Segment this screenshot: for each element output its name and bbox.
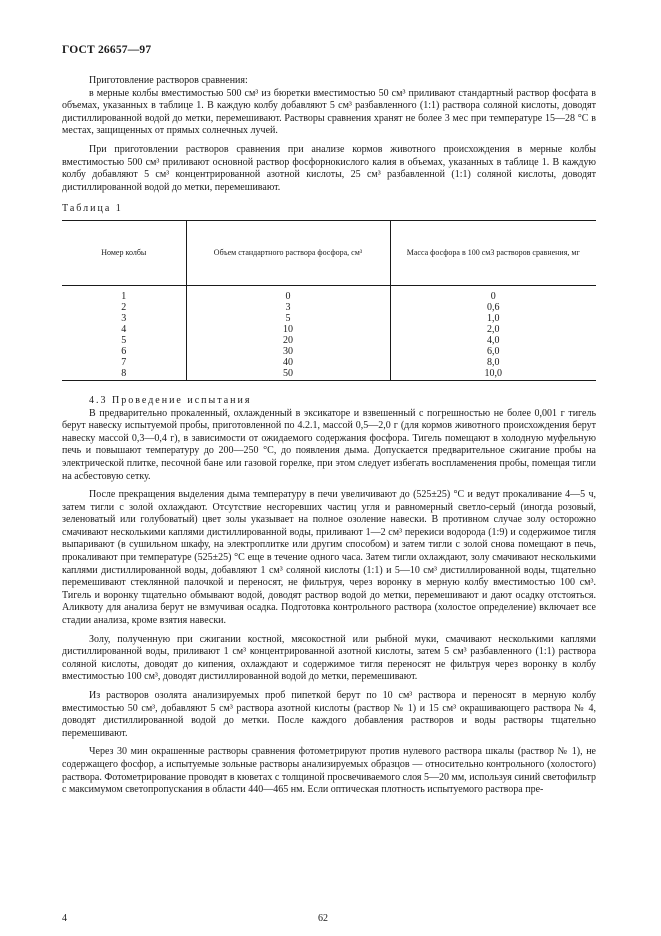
table-header-cell: Масса фосфора в 100 см3 растворов сравнения, мг [390, 220, 596, 285]
table-cell: 0 [186, 285, 390, 302]
table-cell: 0,6 [390, 302, 596, 313]
reference-number: 62 [318, 913, 328, 924]
table-cell: 0 [390, 285, 596, 302]
document-header: ГОСТ 26657—97 [62, 44, 152, 56]
section-heading-4-3: 4.3 Проведение испытания [89, 394, 252, 406]
table-cell: 20 [186, 335, 390, 346]
paragraph-1: в мерные колбы вместимостью 500 см³ из бюретки вместимостью 50 см³ приливают стандартный раствор фосфата в объемах, указанных в таблице 1. В каждую колбу добавляют 5 см³ разбавленного (1:1) раствора соляной кислоты, доводят дистиллированной водой до метки, перемешивают. Растворы сравнения хранят не более 3 мес при температуре 15—28 °С в местах, защищенных от прямых солнечных лучей. [62, 87, 596, 137]
table-cell: 5 [121, 334, 127, 346]
table-cell: 30 [186, 346, 390, 357]
table-cell: 6 [121, 345, 127, 357]
table-row [62, 357, 596, 368]
table-cell: 5 [186, 313, 390, 324]
table-row [62, 335, 596, 346]
section-heading: Приготовление растворов сравнения: [89, 75, 248, 86]
page-number: 4 [62, 913, 67, 924]
table-cell: 8,0 [390, 357, 596, 368]
table-cell: 8 [62, 368, 186, 381]
table-header-cell: Номер колбы [62, 220, 186, 285]
table-cell: 10 [186, 324, 390, 335]
table-header-cell: Объем стандартного раствора фосфора, см³ [186, 220, 390, 285]
table-cell: 3 [121, 312, 127, 324]
table-cell: 1 [121, 290, 127, 302]
paragraph-5: Золу, полученную при сжигании костной, мясокостной или рыбной муки, смачивают несколькими каплями дистиллированной воды, приливают 1 см³ концентрированной азотной кислоты, затем 5 см³ разбавленного (1:1) раствора соляной кислоты, доводят до кипения, охлаждают и содержимое тигля переносят не фильтруя через воронку в колбу вместимостью 100 см³, доводят дистиллированной водой до метки, перемешивают. [62, 633, 596, 683]
table-cell: 4 [121, 323, 127, 335]
table-row [62, 368, 596, 381]
table-row [62, 302, 596, 313]
table-cell: 6,0 [390, 346, 596, 357]
table-cell: 10,0 [390, 368, 596, 381]
table-row [62, 285, 596, 302]
paragraph-4: После прекращения выделения дыма температуру в печи увеличивают до (525±25) °С и ведут прокаливание 4—5 ч, затем тигли с золой охлаждают. Отсутствие несгоревших частиц угля и равномерный светло-серый (иногда розовый, зеленоватый или голубоватый) цвет золы указывает на полное озоление навески. В противном случае золу осторожно смачивают несколькими каплями дистиллированной воды, приливают 1—2 см³ перекиси водорода (1:9) и содержимое тигля выпаривают (в сушильном шкафу, на электроплитке или другим способом) и затем тигли с золой снова помещают в печь, прокаливают при температуре (525±25) °С еще в течение одного часа. Затем тигли охлаждают, золу смачивают несколькими каплями дистиллированной воды, добавляют 1 см³ соляной кислоты (1:1) и 5—10 см³ дистиллированной воды, тщательно перемешивают стеклянной палочкой и переносят, не фильтруя, через воронку в мерную колбу вместимостью 100 см³. Тигель и воронку тщательно обмывают водой, доводят раствор водой до метки, перемешивают и дают осадку отстояться. Аликвоту для анализа берут не взмучивая осадка. Подготовка контрольного раствора (холостое определение) включает все стадии анализа, кроме взятия навески. [62, 489, 596, 627]
page-content [62, 75, 596, 797]
table-cell: 3 [186, 302, 390, 313]
table-cell: 7 [121, 356, 127, 368]
table-row [62, 346, 596, 357]
table-header-row [62, 220, 596, 285]
table-cell: 4,0 [390, 335, 596, 346]
reference-solutions-table [62, 220, 596, 381]
paragraph-3: В предварительно прокаленный, охлажденный в эксикаторе и взвешенный с погрешностью не более 0,001 г тигель берут навеску испытуемой пробы, приготовленной по 4.2.1, массой 0,5—2,0 г (для кормов животного происхождения берут навеску массой 0,3—0,4 г), в зависимости от ожидаемого содержания фосфора. Тигель помещают в холодную муфельную печь и повышают температуру до 200—250 °С, до появления дыма. Допускается предварительное сжигание пробы на электрической плитке, песочной бане или газовой горелке, при этом следует избегать воспламенения пробы, помещая тигли на асбестовую сетку. [62, 407, 596, 482]
paragraph-6: Из растворов озолята анализируемых проб пипеткой берут по 10 см³ раствора и переносят в мерную колбу вместимостью 50 см³, добавляют 5 см³ раствора азотной кислоты (раствор № 1) и 15 см³ окрашивающего раствора № 4, доводят дистиллированной водой до метки. После каждого добавления растворов и воды растворы тщательно перемешивают. [62, 690, 596, 739]
table-cell: 40 [186, 357, 390, 368]
table-cell: 2 [121, 301, 127, 313]
table-row [62, 313, 596, 324]
paragraph-2: При приготовлении растворов сравнения при анализе кормов животного происхождения в мерные колбы вместимостью 500 см³ приливают основной раствор фосфорнокислого калия в объемах, указанных в таблице 1. В каждую колбу добавляют 5 см³ концентрированной азотной кислоты, 25 см³ разбавленной (1:1) соляной кислоты, доводят дистиллированной водой до метки, перемешивают. [62, 143, 596, 193]
paragraph-7: Через 30 мин окрашенные растворы сравнения фотометрируют против нулевого раствора шкалы (раствор № 1), не содержащего фосфор, а испытуемые зольные растворы анализируемых образцов — относительно контрольного (холостого) раствора. Фотометрирование проводят в кюветах с толщиной просвечиваемого слоя 5—20 мм, используя синий светофильтр с максимумом светопропускания в области 440—465 нм. Если оптическая плотность испытуемого раствора пре- [62, 746, 596, 796]
table-cell: 2,0 [390, 324, 596, 335]
table-caption: Таблица 1 [62, 203, 123, 215]
table-cell: 1,0 [390, 313, 596, 324]
table-cell: 50 [186, 368, 390, 381]
table-row [62, 324, 596, 335]
